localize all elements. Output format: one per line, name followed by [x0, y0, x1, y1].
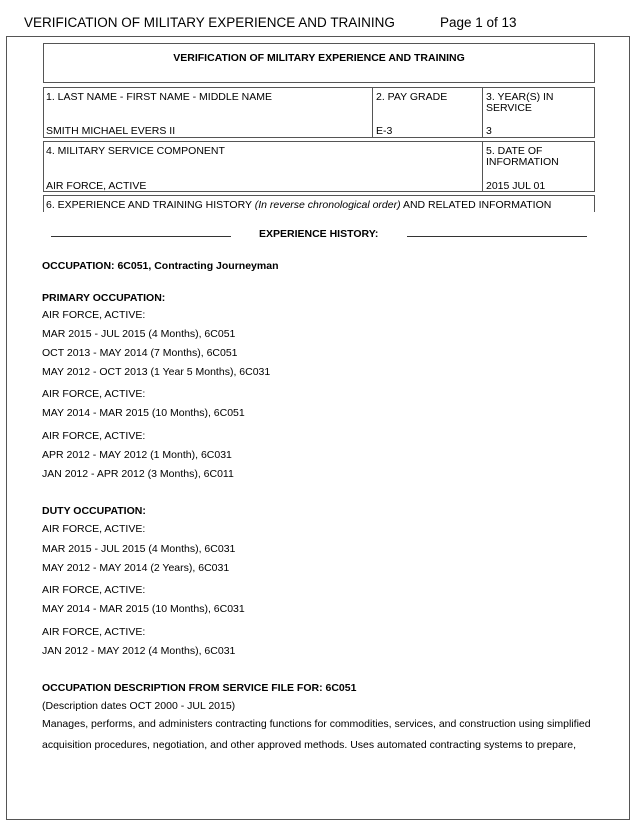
form-title: VERIFICATION OF MILITARY EXPERIENCE AND TRAINING [173, 52, 465, 64]
field-component-value: AIR FORCE, ACTIVE [46, 180, 147, 192]
experience-history-heading: EXPERIENCE HISTORY: [259, 228, 379, 240]
list-item: AIR FORCE, ACTIVE: [42, 309, 146, 321]
field-date-value: 2015 JUL 01 [486, 180, 546, 192]
list-item: AIR FORCE, ACTIVE: [42, 523, 146, 535]
field-pay-grade-value: E-3 [376, 125, 393, 137]
list-item: MAR 2015 - JUL 2015 (4 Months), 6C031 [42, 543, 236, 555]
list-item: OCT 2013 - MAY 2014 (7 Months), 6C051 [42, 347, 238, 359]
rule-left [51, 236, 231, 237]
divider [594, 195, 595, 212]
field-pay-grade-label: 2. PAY GRADE [376, 91, 448, 103]
list-item: MAY 2014 - MAR 2015 (10 Months), 6C031 [42, 603, 245, 615]
field-history-label-prefix: 6. EXPERIENCE AND TRAINING HISTORY [46, 199, 255, 211]
field-years-label-2: SERVICE [486, 102, 532, 114]
field-component-label: 4. MILITARY SERVICE COMPONENT [46, 145, 225, 157]
list-item: APR 2012 - MAY 2012 (1 Month), 6C031 [42, 449, 232, 461]
list-item: AIR FORCE, ACTIVE: [42, 388, 146, 400]
duty-occupation-heading: DUTY OCCUPATION: [42, 505, 146, 517]
page-number: Page 1 of 13 [440, 15, 517, 30]
list-item: JAN 2012 - APR 2012 (3 Months), 6C011 [42, 468, 234, 480]
description-dates: (Description dates OCT 2000 - JUL 2015) [42, 700, 236, 712]
divider [482, 141, 483, 192]
list-item: MAY 2012 - OCT 2013 (1 Year 5 Months), 6C031 [42, 366, 271, 378]
list-item: MAY 2014 - MAR 2015 (10 Months), 6C051 [42, 407, 245, 419]
divider [43, 195, 44, 212]
divider [372, 87, 373, 138]
list-item: AIR FORCE, ACTIVE: [42, 584, 146, 596]
list-item: MAY 2012 - MAY 2014 (2 Years), 6C031 [42, 562, 230, 574]
field-date-label-1: 5. DATE OF [486, 145, 543, 157]
primary-occupation-heading: PRIMARY OCCUPATION: [42, 292, 166, 304]
description-heading: OCCUPATION DESCRIPTION FROM SERVICE FILE FOR: 6C051 [42, 682, 357, 694]
field-date-label-2: INFORMATION [486, 156, 559, 168]
rule-right [407, 236, 587, 237]
list-item: AIR FORCE, ACTIVE: [42, 626, 146, 638]
field-years-value: 3 [486, 125, 492, 137]
field-years-label-1: 3. YEAR(S) IN [486, 91, 554, 103]
field-name-label: 1. LAST NAME - FIRST NAME - MIDDLE NAME [46, 91, 272, 103]
list-item: AIR FORCE, ACTIVE: [42, 430, 146, 442]
field-history-label [46, 199, 551, 211]
field-history-label-italic: (In reverse chronological order) [254, 199, 401, 211]
list-item: JAN 2012 - MAY 2012 (4 Months), 6C031 [42, 645, 236, 657]
field-name-value: SMITH MICHAEL EVERS II [46, 125, 176, 137]
description-text: Manages, performs, and administers contracting functions for commodities, services, and construction using simplified acquisition procedures, negotiation, and other approved methods. Uses automated contracting systems to prepare, [42, 718, 591, 751]
divider [43, 195, 595, 196]
occupation-title: OCCUPATION: 6C051, Contracting Journeyman [42, 260, 279, 272]
document-header-title: VERIFICATION OF MILITARY EXPERIENCE AND TRAINING [24, 15, 395, 30]
divider [482, 87, 483, 138]
field-history-label-suffix: AND RELATED INFORMATION [400, 199, 552, 211]
list-item: MAR 2015 - JUL 2015 (4 Months), 6C051 [42, 328, 236, 340]
